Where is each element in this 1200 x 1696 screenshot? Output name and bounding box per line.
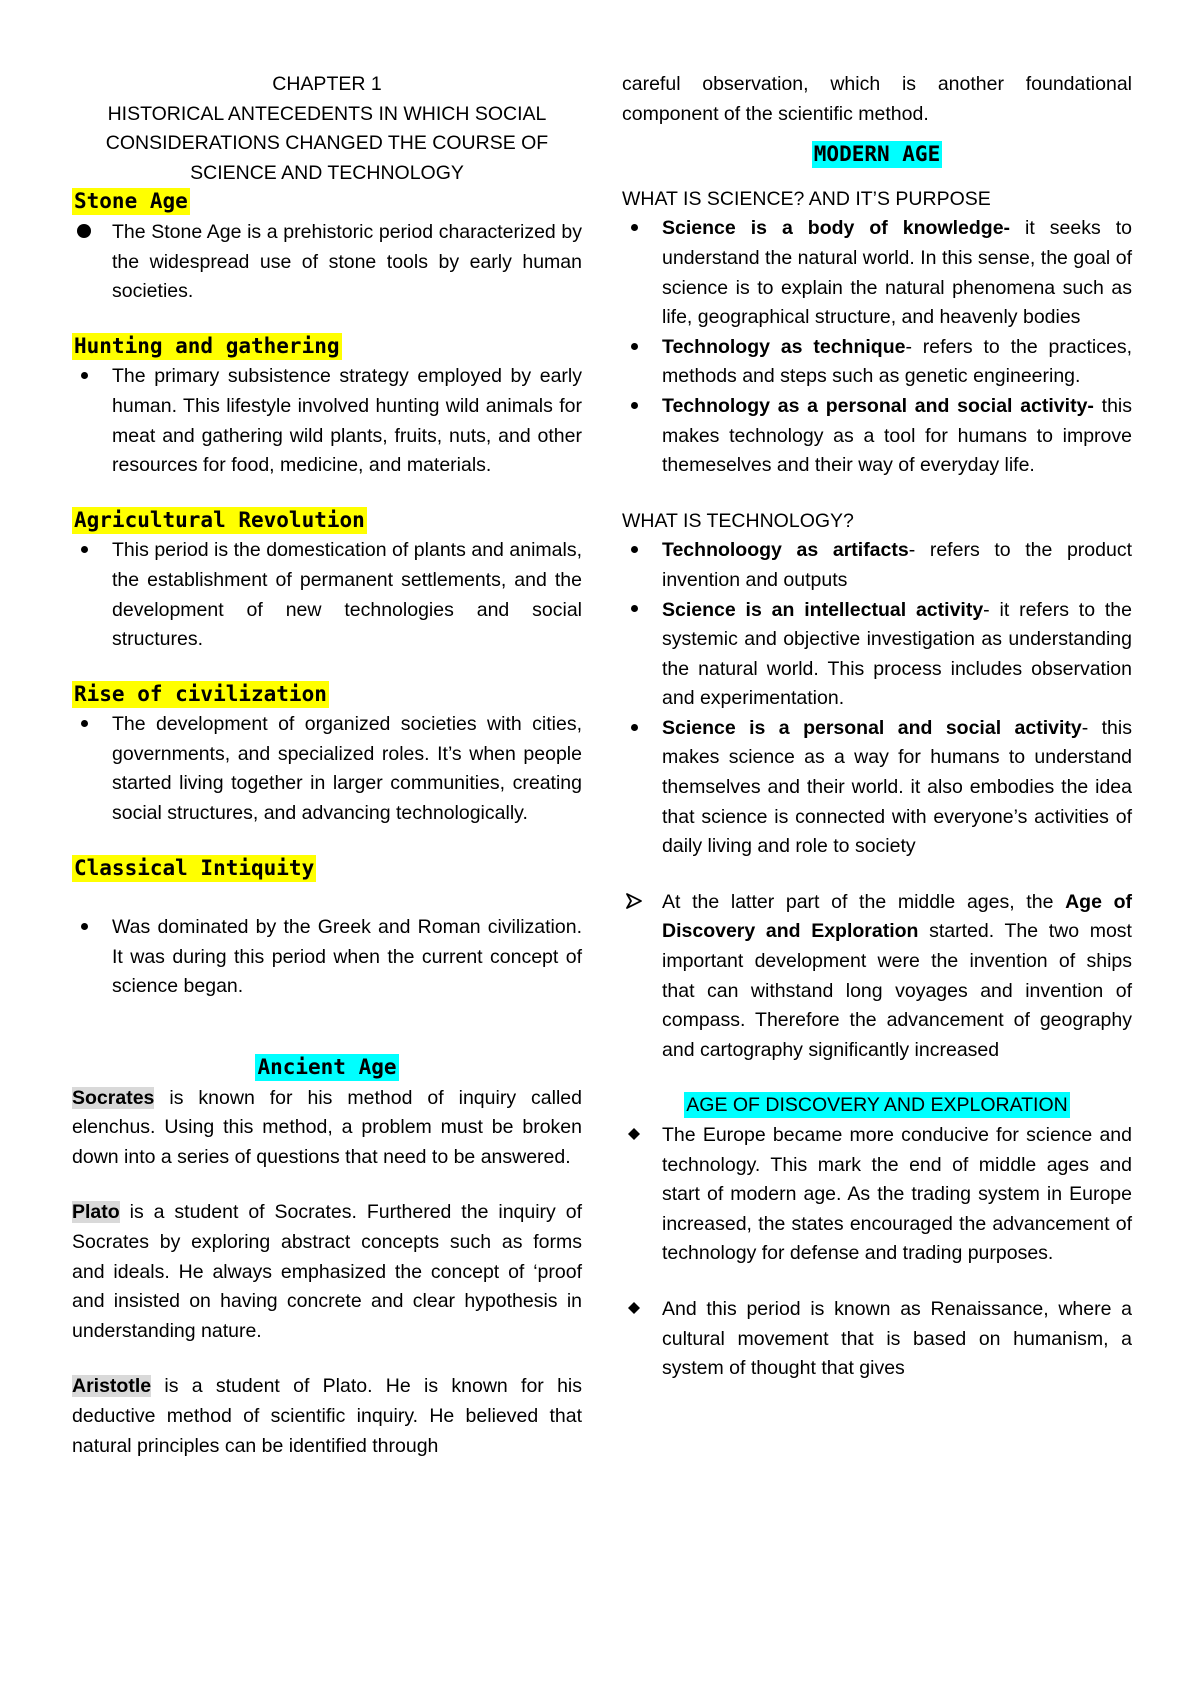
classical-list <box>72 913 582 1002</box>
aristotle-paragraph: Aristotle is a student of Plato. He is known for his deductive method of scientific inquiry. He believed that natural principles can be identified through <box>72 1375 582 1457</box>
section-heading-civilization: Rise of civilization <box>74 681 327 706</box>
science-purpose-heading: WHAT IS SCIENCE? AND IT’S PURPOSE <box>622 187 991 210</box>
socrates-name: Socrates <box>72 1086 155 1109</box>
list-item: At the latter part of the middle ages, the Age of Discovery and Exploration started. The two most important development were the invention of ships that can withstand long voyages and invention of compass. Therefore the advancement of geography and cartography significantly increased <box>622 888 1132 1066</box>
bullet-icon <box>72 362 96 392</box>
left-column <box>72 70 582 1461</box>
list-item: Technology as a personal and social activity- this makes technology as a tool for humans to improve themeselves and their way of everyday life. <box>622 392 1132 481</box>
list-item: Technology as technique- refers to the practices, methods and steps such as genetic engineering. <box>622 333 1132 392</box>
modern-age-heading: MODERN AGE <box>813 142 941 167</box>
stone-age-list <box>72 218 582 307</box>
list-item: This period is the domestication of plants and animals, the establishment of permanent settlements, and the development of new technologies and social structures. <box>72 536 582 654</box>
agricultural-list <box>72 536 582 654</box>
hunting-list <box>72 362 582 480</box>
diamond-icon <box>622 1121 646 1151</box>
technology-list <box>622 536 1132 862</box>
bullet-icon <box>72 913 96 943</box>
bullet-icon <box>72 710 96 740</box>
bullet-icon <box>622 392 646 422</box>
list-item: Science is an intellectual activity- it refers to the systemic and objective investigation as understanding the natural world. This process includes observation and experimentation. <box>622 596 1132 714</box>
list-item: The development of organized societies with cities, governments, and specialized roles. It’s when people started living together in larger communities, creating social structures, and advancing technologically. <box>72 710 582 828</box>
list-item: And this period is known as Renaissance, where a cultural movement that is based on humanism, a system of thought that gives <box>622 1295 1132 1384</box>
list-item: The Stone Age is a prehistoric period characterized by the widespread use of stone tools by early human societies. <box>72 218 582 307</box>
list-item: The primary subsistence strategy employed by early human. This lifestyle involved hunting wild animals for meat and gathering wild plants, fruits, nuts, and other resources for food, medicine, and materials. <box>72 362 582 480</box>
arrow-list <box>622 888 1132 1066</box>
section-heading-classical: Classical Intiquity <box>74 855 315 880</box>
chapter-subtitle: HISTORICAL ANTECEDENTS IN WHICH SOCIAL CONSIDERATIONS CHANGED THE COURSE OF SCIENCE AND TECHNOLOGY <box>105 102 549 184</box>
arrowhead-icon <box>622 888 646 918</box>
section-heading-hunting: Hunting and gathering <box>74 333 340 358</box>
science-list <box>622 214 1132 480</box>
continuation-paragraph: careful observation, which is another foundational component of the scientific method. <box>622 73 1132 125</box>
bullet-icon <box>622 333 646 363</box>
section-heading-agricultural: Agricultural Revolution <box>74 507 365 532</box>
right-column <box>622 70 1132 1384</box>
discovery-list <box>622 1121 1132 1269</box>
bullet-icon <box>622 714 646 744</box>
chapter-title: CHAPTER 1 <box>272 73 382 95</box>
section-heading-stone-age: Stone Age <box>74 189 188 214</box>
diamond-icon <box>622 1295 646 1325</box>
bullet-icon <box>72 218 96 248</box>
plato-paragraph: Plato is a student of Socrates. Furthered the inquiry of Socrates by exploring abstract concepts such as forms and ideals. He always emphasized the concept of ‘proof and insisted on having concrete and clear hypothesis in understanding nature. <box>72 1201 582 1342</box>
list-item: Technoloogy as artifacts- refers to the product invention and outputs <box>622 536 1132 595</box>
plato-name: Plato <box>72 1201 120 1224</box>
socrates-paragraph: Socrates is known for his method of inquiry called elenchus. Using this method, a problem must be broken down into a series of questions that need to be answered. <box>72 1086 582 1168</box>
bullet-icon <box>622 596 646 626</box>
discovery-heading: AGE OF DISCOVERY AND EXPLORATION <box>686 1094 1068 1117</box>
discovery-list-2 <box>622 1295 1132 1384</box>
ancient-age-heading: Ancient Age <box>257 1055 397 1080</box>
bullet-icon <box>622 536 646 566</box>
list-item: The Europe became more conducive for science and technology. This mark the end of middle ages and start of modern age. As the trading system in Europe increased, the states encouraged the advancement of technology for defense and trading purposes. <box>622 1121 1132 1269</box>
civilization-list <box>72 710 582 828</box>
technology-heading: WHAT IS TECHNOLOGY? <box>622 509 854 532</box>
bullet-icon <box>622 214 646 244</box>
list-item: Science is a personal and social activity- this makes science as a way for humans to understand themselves and their world. it also embodies the idea that science is connected with everyone’s activities of daily living and role to society <box>622 714 1132 862</box>
aristotle-name: Aristotle <box>72 1375 152 1398</box>
list-item: Was dominated by the Greek and Roman civilization. It was during this period when the current concept of science began. <box>72 913 582 1002</box>
bullet-icon <box>72 536 96 566</box>
list-item: Science is a body of knowledge- it seeks to understand the natural world. In this sense, the goal of science is to explain the natural phenomena such as life, geographical structure, and heavenly bodies <box>622 214 1132 332</box>
